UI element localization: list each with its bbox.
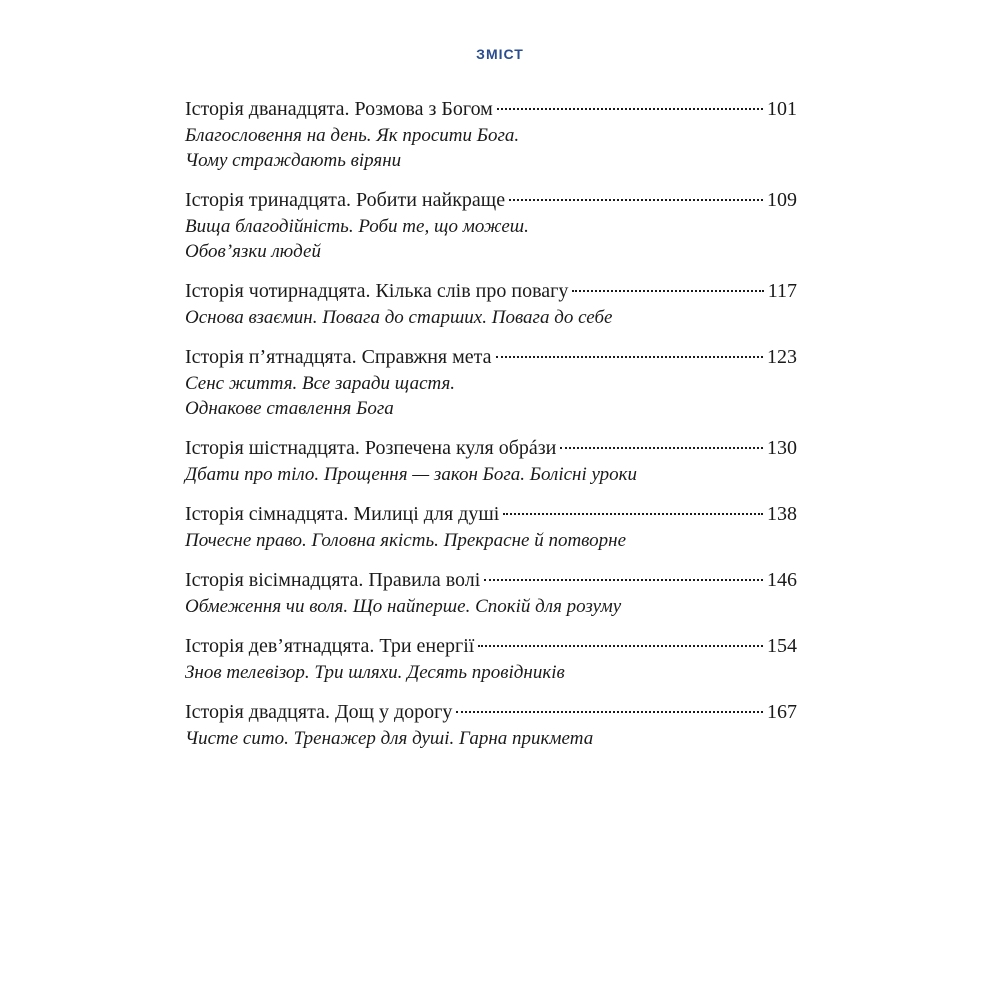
toc-page-number: 101 [767,98,797,120]
toc-entry-title[interactable]: Історія дванадцята. Розмова з Богом [185,98,493,120]
toc-entry-heading [185,96,797,123]
toc-entry-subtitle: Основа взаємин. Повага до старших. Повага до себе [185,307,613,328]
toc-entry-title[interactable]: Історія дев’ятнадцята. Три енергії [185,635,475,657]
toc-entry-title[interactable]: Історія шістнадцята. Розпечена куля обрáзи [185,437,557,459]
toc-entry-heading [185,633,797,660]
toc-entry [185,699,797,751]
dot-leader [497,108,763,110]
toc-entry-subtitle: Почесне право. Головна якість. Прекрасне й потворне [185,530,627,551]
toc-entry-title[interactable]: Історія п’ятнадцята. Справжня мета [185,346,492,368]
dot-leader [496,356,764,358]
toc-entry-subtitle: Обмеження чи воля. Що найперше. Спокій для розуму [185,596,622,617]
toc-entry-subtitle: Вища благодійність. Роби те, що можеш. [185,216,529,237]
toc-entry [185,278,797,330]
dot-leader [560,447,763,449]
table-of-contents [185,96,797,765]
toc-entry-heading [185,699,797,726]
toc-page-number: 167 [767,701,797,723]
page-title: ЗМІСТ [476,46,524,62]
toc-entry-title[interactable]: Історія вісімнадцята. Правила волі [185,569,481,591]
toc-entry-subtitle: Благословення на день. Як просити Бога. [185,125,520,146]
toc-entry-title[interactable]: Історія сімнадцята. Милиці для душі [185,503,500,525]
toc-page-number: 109 [767,189,797,211]
toc-entry-heading [185,567,797,594]
toc-entry-heading [185,344,797,371]
toc-entry-subtitle: Обов’язки людей [185,241,321,262]
toc-entry-subtitle: Чисте сито. Тренажер для душі. Гарна прикмета [185,728,594,749]
toc-page-number: 123 [767,346,797,368]
toc-entry-heading [185,501,797,528]
toc-entry [185,501,797,553]
dot-leader [509,199,763,201]
toc-entry-title[interactable]: Історія тринадцята. Робити найкраще [185,189,506,211]
toc-entry [185,187,797,264]
toc-entry-title[interactable]: Історія чотирнадцята. Кілька слів про повагу [185,280,569,302]
dot-leader [456,711,763,713]
toc-entry-subtitle: Дбати про тіло. Прощення — закон Бога. Болісні уроки [185,464,638,485]
toc-entry [185,96,797,173]
toc-entry [185,633,797,685]
toc-entry-subtitle: Знов телевізор. Три шляхи. Десять провідників [185,662,565,683]
toc-page-number: 146 [767,569,797,591]
toc-entry-heading [185,187,797,214]
toc-entry-subtitle: Чому страждають віряни [185,150,402,171]
toc-entry [185,344,797,421]
toc-page-number: 138 [767,503,797,525]
dot-leader [484,579,763,581]
toc-entry-subtitle: Сенс життя. Все заради щастя. [185,373,456,394]
toc-entry [185,567,797,619]
toc-entry [185,435,797,487]
dot-leader [572,290,763,292]
dot-leader [503,513,763,515]
toc-page-number: 154 [767,635,797,657]
toc-entry-title[interactable]: Історія двадцята. Дощ у дорогу [185,701,453,723]
toc-page-number: 130 [767,437,797,459]
toc-entry-subtitle: Однакове ставлення Бога [185,398,394,419]
dot-leader [478,645,763,647]
toc-entry-heading [185,435,797,462]
toc-entry-heading [185,278,797,305]
toc-page-number: 117 [767,280,797,302]
